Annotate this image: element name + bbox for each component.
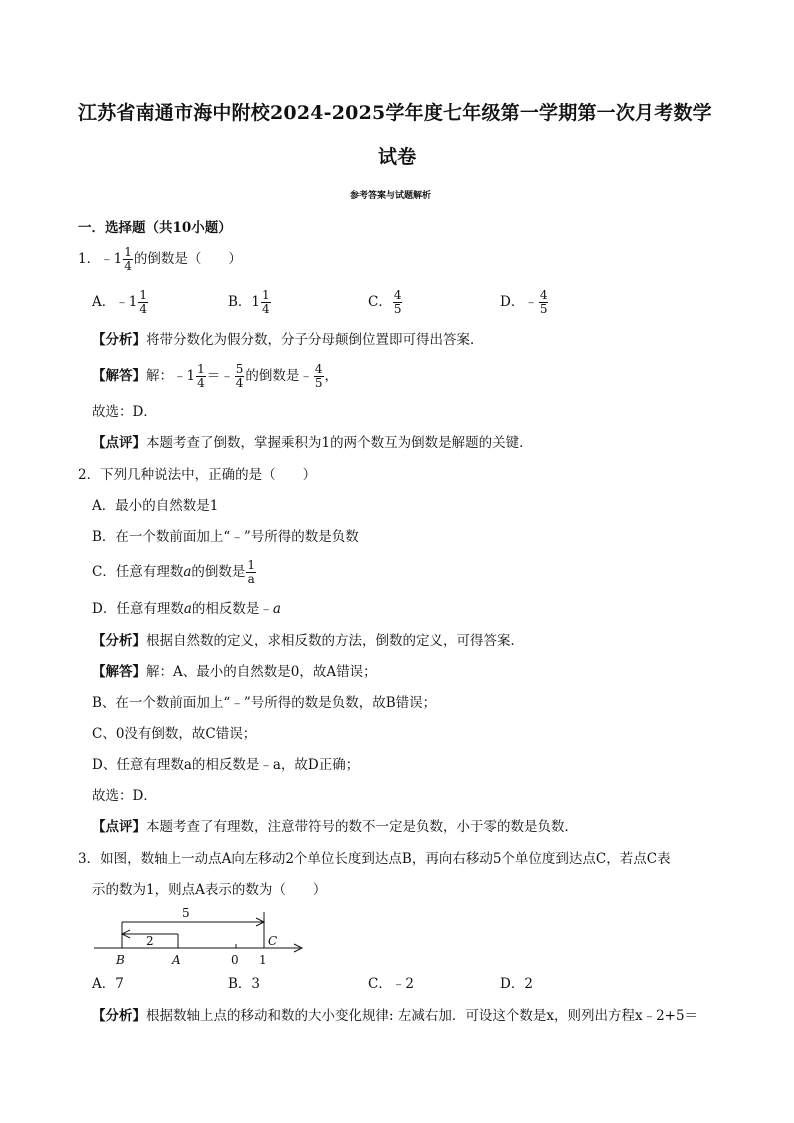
q3-option-a: A．7 [92, 976, 124, 992]
q1-analysis: 【分析】将带分数化为假分数，分子分母颠倒位置即可得出答案． [92, 332, 484, 348]
q2-answer: 【解答】解：A、最小的自然数是0，故A错误； [92, 664, 377, 680]
label-5: 5 [182, 906, 190, 920]
label-a: A [172, 953, 181, 967]
label-c: C [268, 934, 278, 948]
q1-option-a: A．﹣1 $\frac{1}{4}$ [92, 288, 147, 316]
label-b: B [116, 953, 125, 967]
q1-option-b: B．1 $\frac{1}{4}$ [228, 288, 270, 316]
label-0: 0 [231, 953, 239, 967]
question-2-stem: 2．下列几种说法中，正确的是（ ） [78, 467, 317, 483]
q1-option-d: D．﹣ $\frac{4}{5}$ [500, 288, 548, 316]
q2-answer-line-2: B、在一个数前面加上“﹣”号所得的数是负数，故B错误； [92, 695, 437, 711]
section-heading: 一．选择题（共10小题） [78, 220, 232, 236]
question-3-stem: 3．如图，数轴上一动点A向左移动2个单位长度到达点B，再向右移动5个单位度到达点C，若点C表 [78, 851, 671, 867]
q2-option-a: A．最小的自然数是1 [92, 498, 219, 514]
fraction: $\frac{1}{4}$ [124, 245, 132, 273]
q3-option-d: D．2 [500, 976, 533, 992]
question-3-stem-line-2: 示的数为1，则点A表示的数为（ ） [92, 882, 327, 898]
q1-comment: 【点评】本题考查了倒数，掌握乘积为1的两个数互为倒数是解题的关键． [92, 435, 533, 451]
q2-answer-line-4: D、任意有理数a的相反数是﹣a，故D正确； [92, 757, 360, 773]
q2-option-b: B．在一个数前面加上“﹣”号所得的数是负数 [92, 529, 359, 545]
q3-analysis: 【分析】根据数轴上点的移动和数的大小变化规律: 左减右加．可设这个数是x，则列出方程x﹣2+5＝ [92, 1008, 699, 1024]
page-title: 江苏省南通市海中附校2024-2025学年度七年级第一学期第一次月考数学 [78, 102, 712, 124]
q1-choice: 故选：D． [92, 404, 157, 420]
number-line-figure [90, 902, 310, 970]
label-2: 2 [146, 934, 154, 948]
subtitle: 参考答案与试题解析 [350, 191, 432, 201]
q2-answer-line-3: C、0没有倒数，故C错误； [92, 726, 257, 742]
question-1-stem: 1．﹣1 $\frac{1}{4}$ 的倒数是（ ） [78, 245, 242, 273]
q2-option-c: C．任意有理数a的倒数是 $\frac{1}{a}$ [92, 558, 256, 586]
page-title-line2: 试卷 [378, 146, 417, 168]
q1-option-c: C． $\frac{4}{5}$ [368, 288, 402, 316]
label-1: 1 [259, 953, 267, 967]
q2-option-d: D．任意有理数a的相反数是﹣a [92, 601, 281, 617]
q2-analysis: 【分析】根据自然数的定义，求相反数的方法，倒数的定义，可得答案． [92, 633, 524, 649]
q1-answer: 【解答】解：﹣1 $\frac{1}{4}$ ＝﹣ $\frac{5}{4}$ 的倒数是﹣ $\frac{4}{5}$ ， [92, 362, 339, 390]
q2-comment: 【点评】本题考查了有理数，注意带符号的数不一定是负数，小于零的数是负数． [92, 819, 578, 835]
q3-option-b: B．3 [228, 976, 261, 992]
q3-option-c: C．﹣2 [368, 976, 414, 992]
q2-choice: 故选：D． [92, 788, 157, 804]
